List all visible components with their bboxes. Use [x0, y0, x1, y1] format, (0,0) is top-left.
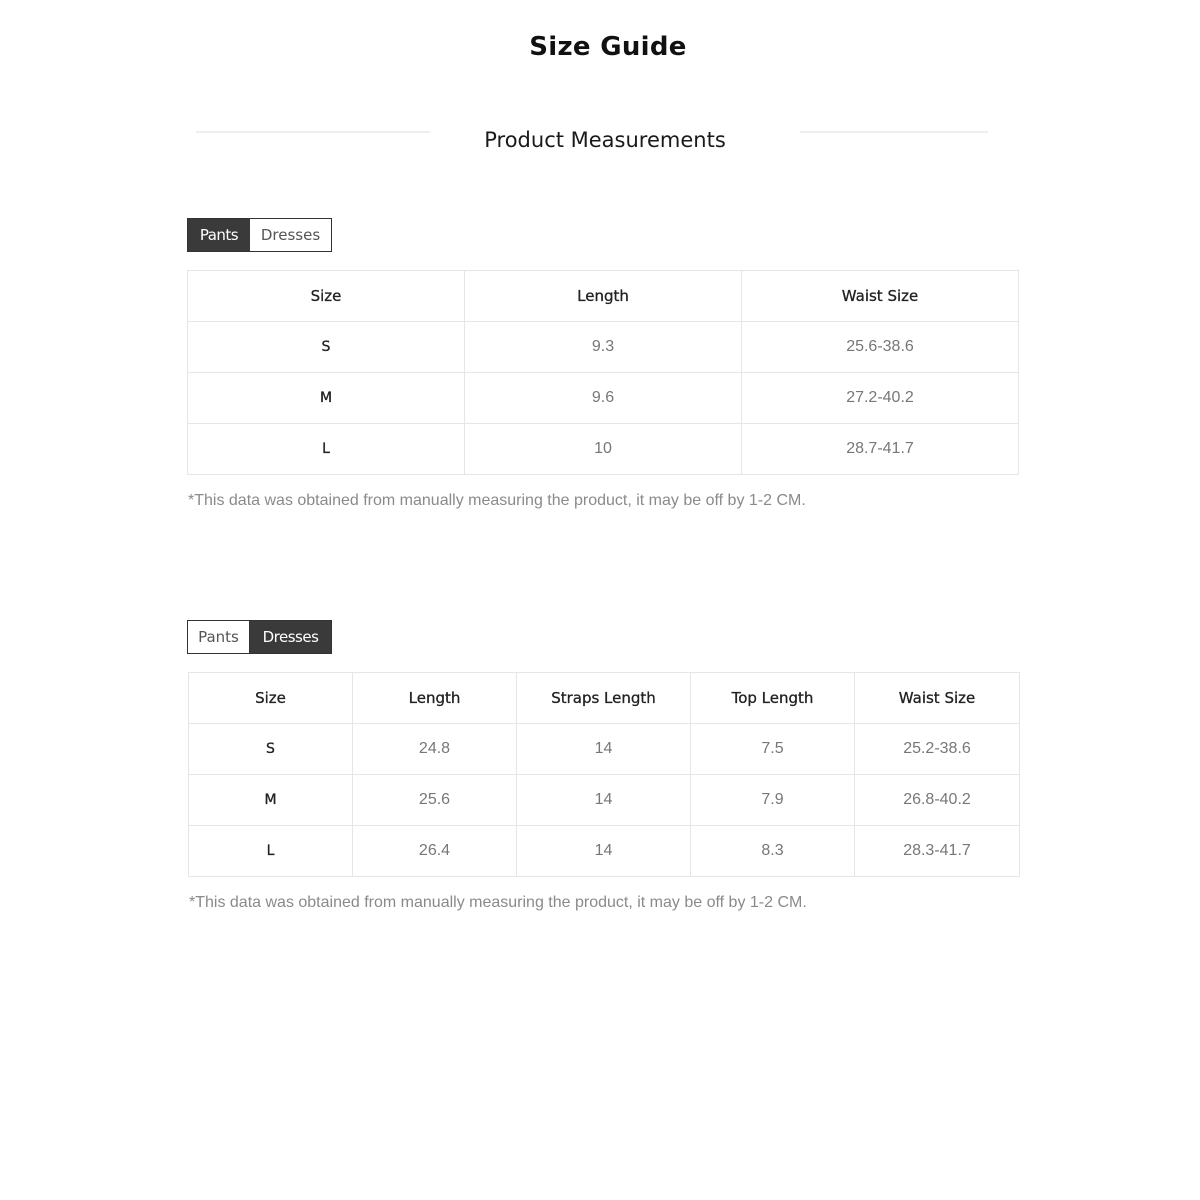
tab-pants[interactable]: Pants: [188, 621, 250, 653]
tab-dresses[interactable]: Dresses: [250, 219, 331, 251]
dresses-size-table: [188, 672, 1020, 877]
waist-cell: 28.3-41.7: [855, 826, 1020, 877]
table-row: [189, 724, 1020, 775]
length-cell: 25.6: [353, 775, 517, 826]
waist-cell: 25.6-38.6: [742, 322, 1019, 373]
size-cell: L: [189, 826, 353, 877]
dresses-size-block: [187, 620, 976, 911]
size-cell: L: [188, 424, 465, 475]
section-heading: [196, 120, 988, 164]
size-cell: M: [189, 775, 353, 826]
waist-cell: 26.8-40.2: [855, 775, 1020, 826]
top-length-cell: 8.3: [691, 826, 855, 877]
dresses-tab-bar: [187, 620, 332, 654]
table-header-row: [188, 271, 1019, 322]
top-length-cell: 7.5: [691, 724, 855, 775]
heading-divider-right: [800, 131, 988, 133]
page-title: Size Guide: [529, 32, 687, 62]
tab-dresses[interactable]: Dresses: [250, 621, 331, 653]
column-header: Top Length: [691, 673, 855, 724]
column-header: Size: [189, 673, 353, 724]
table-row: [188, 424, 1019, 475]
measurement-note: *This data was obtained from manually measuring the product, it may be off by 1-2 CM.: [188, 492, 806, 509]
column-header: Length: [465, 271, 742, 322]
pants-size-table: [187, 270, 1019, 475]
straps-length-cell: 14: [517, 775, 691, 826]
column-header: Size: [188, 271, 465, 322]
pants-tab-bar: [187, 218, 332, 252]
table-row: [189, 775, 1020, 826]
waist-cell: 27.2-40.2: [742, 373, 1019, 424]
tab-pants[interactable]: Pants: [188, 219, 250, 251]
measurement-note: *This data was obtained from manually measuring the product, it may be off by 1-2 CM.: [189, 894, 807, 911]
table-row: [189, 826, 1020, 877]
length-cell: 26.4: [353, 826, 517, 877]
waist-cell: 28.7-41.7: [742, 424, 1019, 475]
length-cell: 10: [465, 424, 742, 475]
length-cell: 9.6: [465, 373, 742, 424]
column-header: Straps Length: [517, 673, 691, 724]
straps-length-cell: 14: [517, 724, 691, 775]
table-row: [188, 373, 1019, 424]
length-cell: 9.3: [465, 322, 742, 373]
straps-length-cell: 14: [517, 826, 691, 877]
top-length-cell: 7.9: [691, 775, 855, 826]
size-cell: M: [188, 373, 465, 424]
section-heading-text: Product Measurements: [484, 128, 726, 152]
size-cell: S: [189, 724, 353, 775]
pants-size-block: [187, 218, 919, 509]
column-header: Waist Size: [742, 271, 1019, 322]
table-row: [188, 322, 1019, 373]
table-header-row: [189, 673, 1020, 724]
length-cell: 24.8: [353, 724, 517, 775]
waist-cell: 25.2-38.6: [855, 724, 1020, 775]
column-header: Length: [353, 673, 517, 724]
column-header: Waist Size: [855, 673, 1020, 724]
size-cell: S: [188, 322, 465, 373]
